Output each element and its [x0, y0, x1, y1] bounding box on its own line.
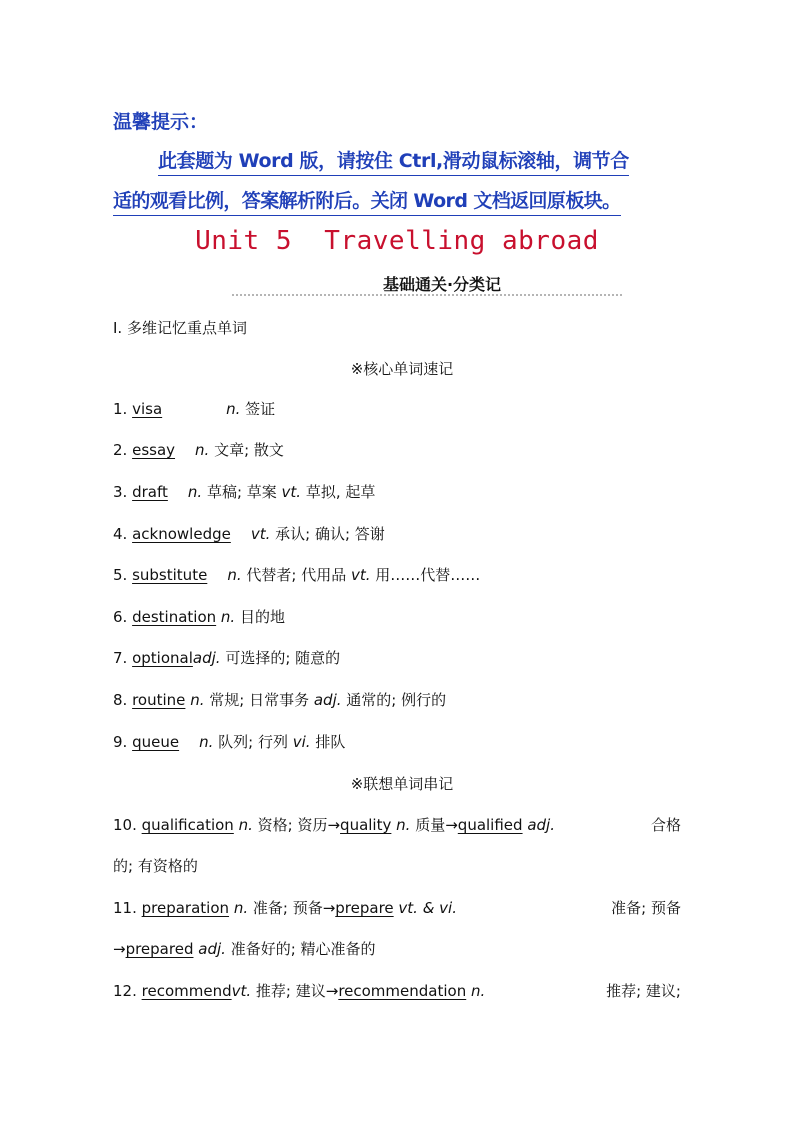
item-number: 8. — [113, 691, 133, 709]
arrow-symbol: → — [113, 940, 126, 958]
vocab-word: preparation — [141, 899, 230, 917]
part-of-speech-2: vi. — [292, 733, 311, 751]
part-of-speech: vt. — [250, 525, 271, 543]
list-item — [113, 690, 446, 710]
word-meaning: 资格; 资历→ — [257, 816, 341, 834]
section-title: 基础通关·分类记 — [382, 275, 502, 294]
list-item — [113, 815, 681, 835]
word-meaning: 队列; 行列 — [218, 733, 288, 751]
part-of-speech: vt. — [231, 982, 252, 1000]
list-item — [113, 399, 275, 419]
item-number: 10. — [113, 816, 142, 834]
list-item — [113, 565, 480, 585]
word-meaning: 承认; 确认; 答谢 — [275, 525, 385, 543]
part-of-speech: n. — [238, 816, 253, 834]
part1-title: Ⅰ. 多维记忆重点单词 — [113, 319, 247, 337]
vocab-word: draft — [132, 483, 168, 501]
word-meaning: 目的地 — [239, 608, 285, 626]
related-word-2: qualified — [457, 816, 523, 834]
part-of-speech: n. — [187, 483, 203, 501]
vocab-word: recommend — [141, 982, 232, 1000]
related-word-2: prepared — [125, 940, 194, 958]
vocab-word: essay — [132, 441, 176, 459]
word-meaning: 可选择的; 随意的 — [225, 649, 341, 667]
related-word: quality — [340, 816, 392, 834]
part-of-speech-2: adj. — [313, 691, 342, 709]
word-meaning-2: 质量→ — [415, 816, 458, 834]
item-number: 4. — [113, 525, 133, 543]
item-number: 11. — [113, 899, 142, 917]
notice-line-1: 此套题为 Word 版，请按住 Ctrl,滑动鼠标滚轴，调节合 — [158, 148, 629, 176]
item-number: 5. — [113, 566, 133, 584]
list-item — [113, 732, 345, 752]
assoc-words-heading: ※联想单词串记 — [350, 775, 454, 793]
word-meaning-3: 合格 — [650, 816, 681, 834]
list-item — [113, 482, 375, 502]
part-of-speech-2: vt. — [350, 566, 371, 584]
part-of-speech-2: n. — [471, 982, 486, 1000]
word-meaning: 常规; 日常事务 — [209, 691, 310, 709]
word-meaning: 准备; 预备→ — [252, 899, 336, 917]
unit-title: Unit 5 Travelling abroad — [195, 226, 599, 256]
item-number: 7. — [113, 649, 133, 667]
list-item — [113, 648, 340, 668]
part-of-speech: n. — [190, 691, 205, 709]
vocab-word: substitute — [132, 566, 208, 584]
part-of-speech-2: vt. — [281, 483, 302, 501]
part-of-speech: n. — [199, 733, 214, 751]
part-of-speech: n. — [220, 608, 236, 626]
vocab-word: visa — [132, 400, 163, 418]
word-meaning-2: 草拟, 起草 — [305, 483, 376, 501]
item-number: 1. — [113, 400, 133, 418]
dotted-divider — [232, 294, 622, 296]
word-meaning: 签证 — [245, 400, 276, 418]
word-meaning: 草稿; 草案 — [206, 483, 277, 501]
item-number: 2. — [113, 441, 133, 459]
list-item — [113, 898, 681, 918]
part-of-speech-2: n. — [396, 816, 411, 834]
word-meaning-2: 通常的; 例行的 — [346, 691, 447, 709]
part-of-speech: n. — [226, 400, 241, 418]
notice-line-2: 适的观看比例，答案解析附后。关闭 Word 文档返回原板块。 — [113, 188, 621, 216]
related-word: recommendation — [338, 982, 467, 1000]
related-word: prepare — [335, 899, 394, 917]
part-of-speech: adj. — [192, 649, 221, 667]
part-of-speech-2: vt. & vi. — [398, 899, 457, 917]
word-meaning: 代替者; 代用品 — [246, 566, 347, 584]
word-meaning: 推荐; 建议→ — [255, 982, 339, 1000]
list-item — [113, 607, 285, 627]
list-item — [113, 524, 385, 544]
part-of-speech-3: adj. — [527, 816, 555, 834]
item-number: 6. — [113, 608, 133, 626]
vocab-word: qualification — [141, 816, 234, 834]
list-item-continuation — [113, 856, 198, 876]
word-meaning-2: 用……代替…… — [375, 566, 481, 584]
word-meaning-3: 准备好的; 精心准备的 — [230, 940, 376, 958]
item-number: 12. — [113, 982, 142, 1000]
list-item — [113, 981, 681, 1001]
list-item — [113, 440, 284, 460]
vocab-word: acknowledge — [132, 525, 231, 543]
vocab-word: queue — [132, 733, 180, 751]
list-item-continuation — [113, 939, 376, 959]
notice-title: 温馨提示： — [113, 111, 209, 133]
vocab-word: optional — [132, 649, 193, 667]
word-meaning-2: 排队 — [315, 733, 346, 751]
item-number: 3. — [113, 483, 133, 501]
part-of-speech: n. — [195, 441, 210, 459]
word-meaning-2: 推荐; 建议; — [606, 982, 681, 1000]
word-meaning-2: 准备; 预备 — [611, 899, 681, 917]
word-meaning: 文章; 散文 — [214, 441, 284, 459]
word-meaning-continued: 的; 有资格的 — [113, 857, 198, 875]
part-of-speech-3: adj. — [198, 940, 226, 958]
part-of-speech: n. — [233, 899, 249, 917]
core-words-heading: ※核心单词速记 — [350, 360, 454, 378]
vocab-word: destination — [132, 608, 217, 626]
vocab-word: routine — [132, 691, 186, 709]
part-of-speech: n. — [227, 566, 242, 584]
item-number: 9. — [113, 733, 133, 751]
